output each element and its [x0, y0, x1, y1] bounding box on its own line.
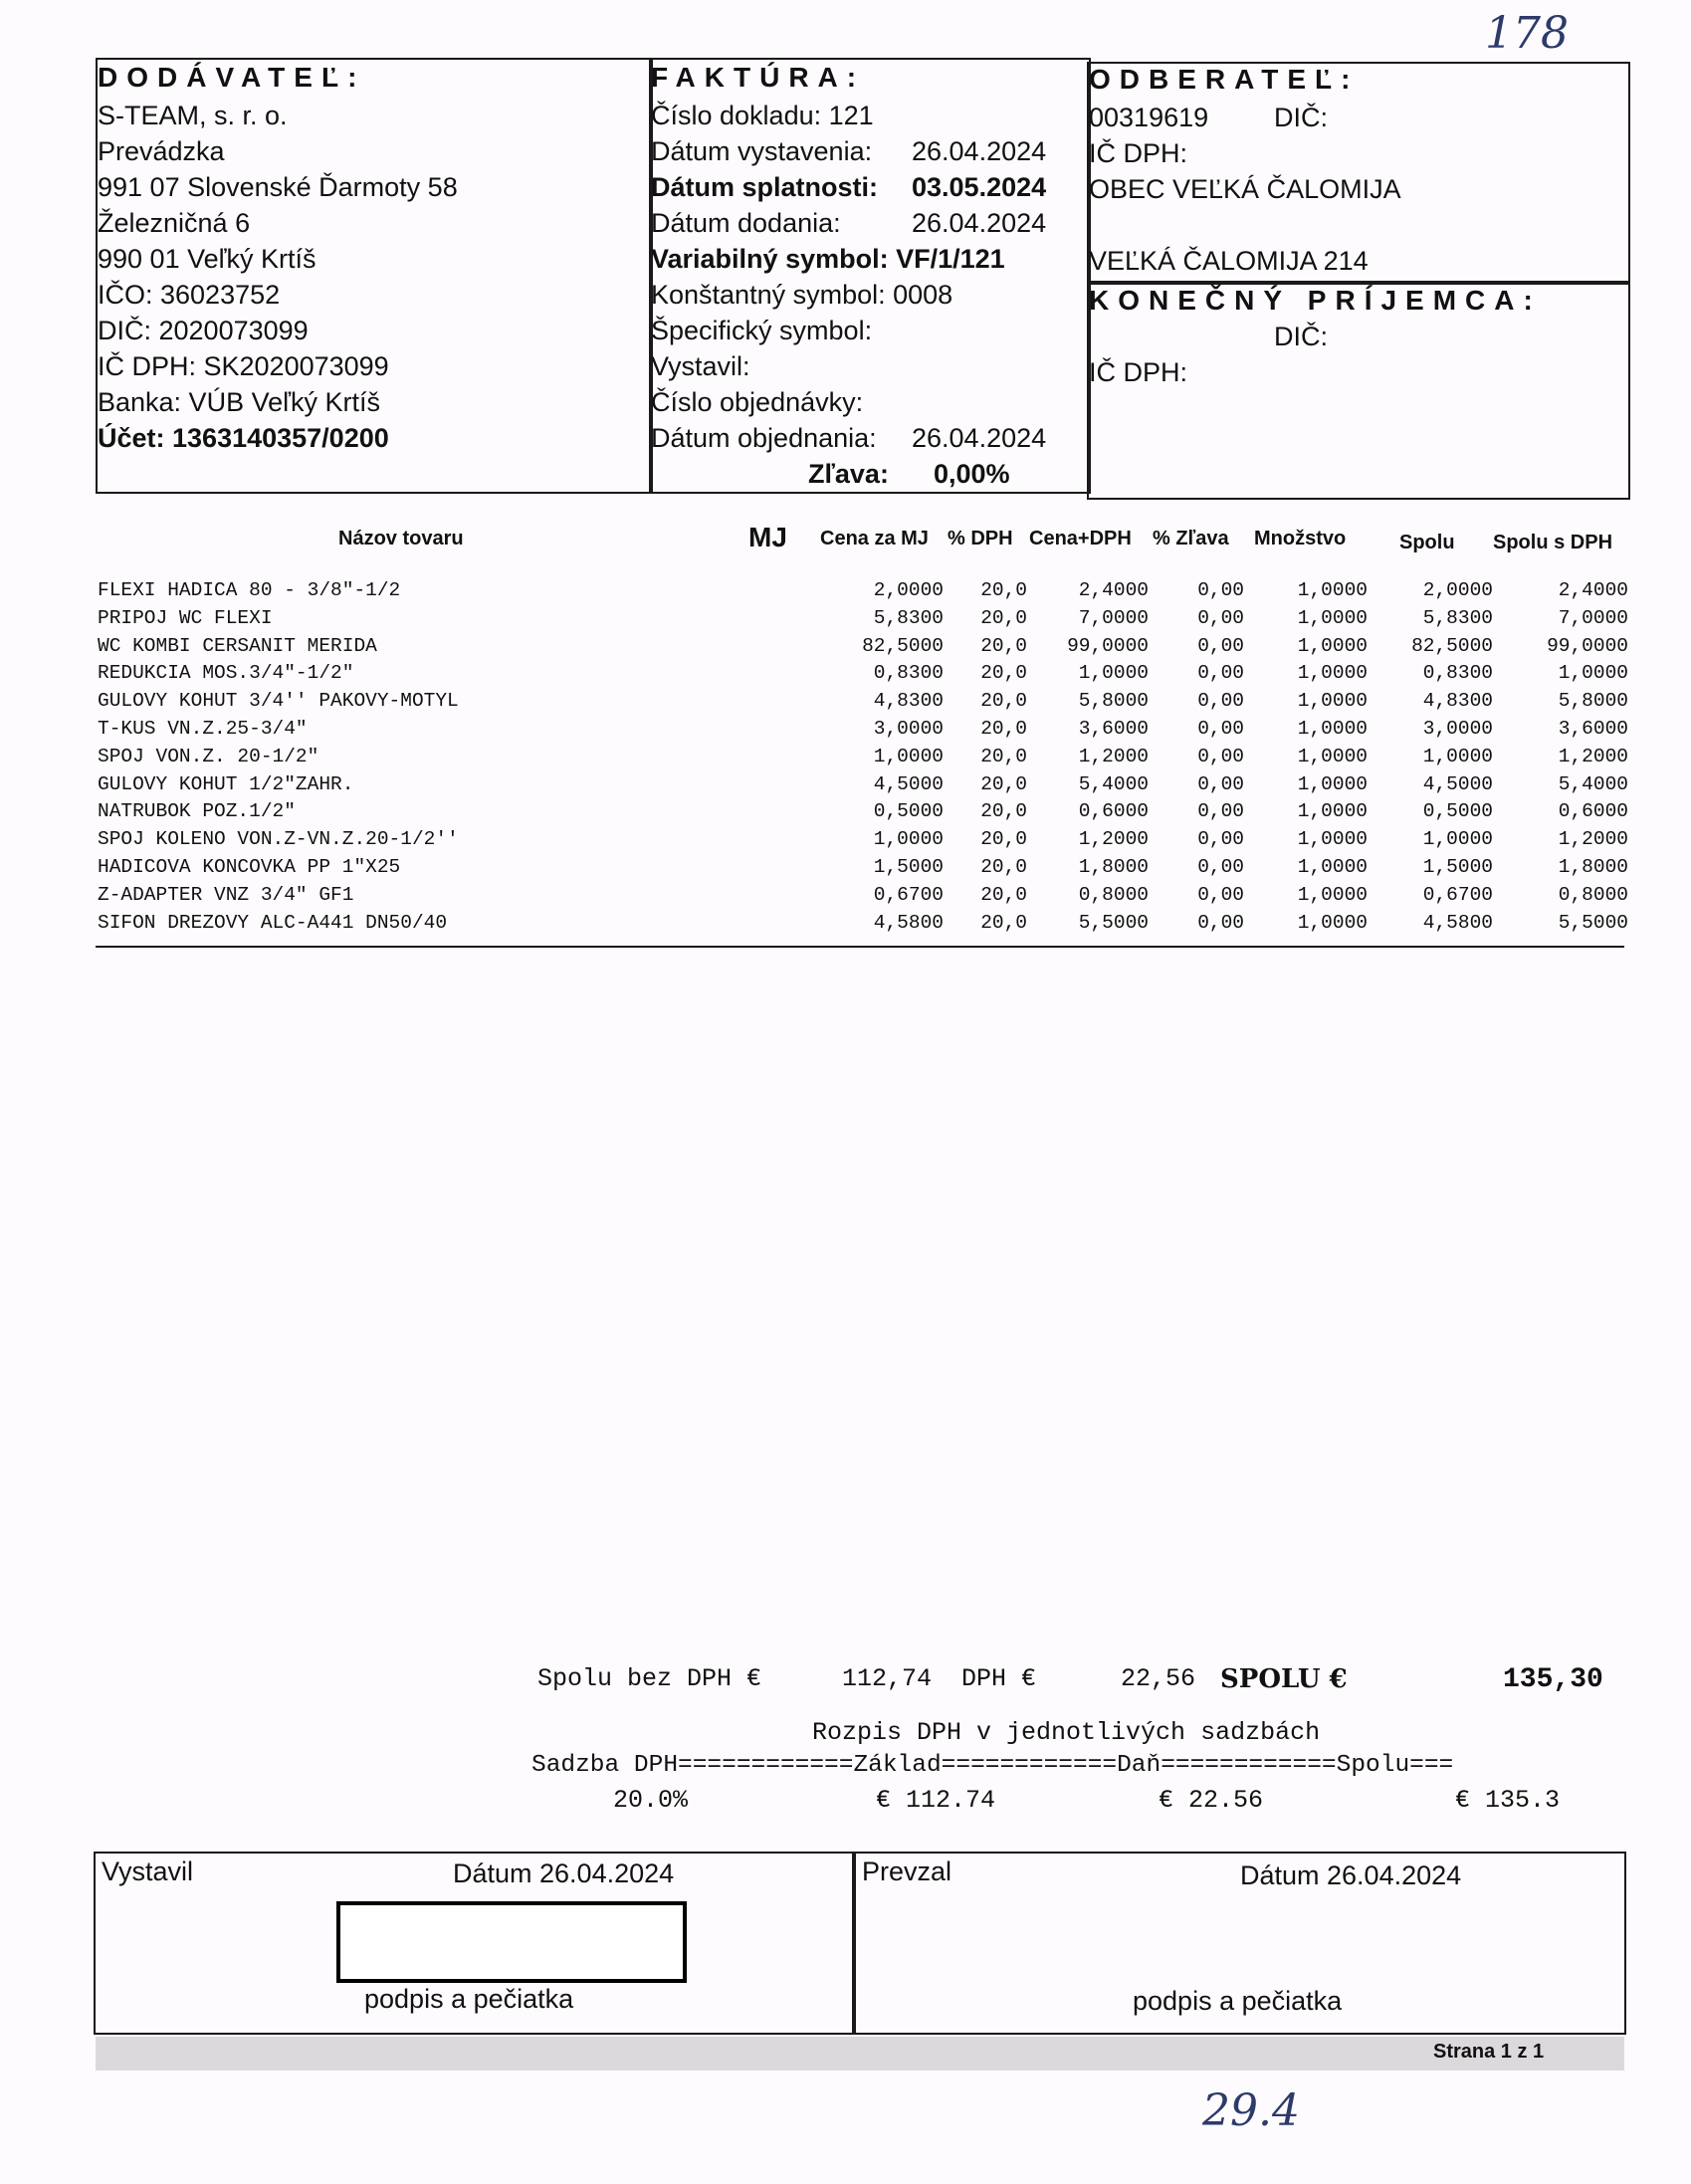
- customer-ic-dph: IČ DPH:: [1089, 138, 1188, 168]
- cell-total: 3,0000: [1422, 718, 1493, 740]
- cell-name: PRIPOJ WC FLEXI: [98, 606, 273, 629]
- invoice-section: [651, 62, 1087, 492]
- cell-disc: 0,00: [1197, 883, 1244, 906]
- cell-price-vat: 0,6000: [1078, 800, 1149, 823]
- cell-price: 1,0000: [873, 828, 944, 851]
- cell-disc: 0,00: [1197, 606, 1244, 629]
- grand-total-label: SPOLU €: [1220, 1664, 1348, 1694]
- cell-name: REDUKCIA MOS.3/4"-1/2": [98, 662, 354, 685]
- issue-date: 26.04.2024: [912, 136, 1047, 166]
- page-number: Strana 1 z 1: [1433, 2041, 1545, 2063]
- totals-row: [0, 1664, 1691, 1704]
- issue-date-label: Dátum vystavenia:: [651, 136, 873, 166]
- cell-total-vat: 1,8000: [1558, 856, 1628, 878]
- cell-price-vat: 1,2000: [1078, 828, 1149, 851]
- invoice-order-date-row: [651, 420, 1087, 456]
- cell-total: 0,8300: [1422, 662, 1493, 685]
- cell-price: 1,5000: [873, 856, 944, 878]
- cell-disc: 0,00: [1197, 662, 1244, 685]
- cell-total-vat: 3,6000: [1558, 718, 1628, 740]
- supplier-line: Prevádzka: [98, 136, 225, 166]
- cell-name: SPOJ KOLENO VON.Z-VN.Z.20-1/2'': [98, 828, 459, 851]
- invoice-heading: FAKTÚRA:: [651, 62, 866, 93]
- cell-vat: 20,0: [980, 718, 1027, 740]
- cell-price-vat: 5,4000: [1078, 772, 1149, 795]
- cell-vat: 20,0: [980, 745, 1027, 767]
- table-row: [98, 828, 1630, 856]
- page-footer-bar: [96, 2037, 1624, 2071]
- cell-vat: 20,0: [980, 634, 1027, 657]
- table-row: [98, 662, 1630, 690]
- order-date: 26.04.2024: [912, 423, 1047, 453]
- specific-symbol: Špecifický symbol:: [651, 316, 873, 345]
- cell-qty: 1,0000: [1297, 690, 1368, 713]
- supplier-section: [98, 62, 458, 456]
- customer-ico: 00319619: [1089, 103, 1209, 132]
- cell-price: 82,5000: [862, 634, 944, 657]
- cell-name: FLEXI HADICA 80 - 3/8"-1/2: [98, 579, 401, 601]
- cell-price-vat: 0,8000: [1078, 883, 1149, 906]
- cell-price-vat: 2,4000: [1078, 579, 1149, 601]
- cell-price: 5,8300: [873, 606, 944, 629]
- cell-name: SPOJ VON.Z. 20-1/2": [98, 745, 319, 767]
- vat-breakdown-title: Rozpis DPH v jednotlivých sadzbách: [812, 1718, 1321, 1747]
- total-vat-label: DPH €: [961, 1664, 1037, 1693]
- cell-name: GULOVY KOHUT 3/4'' PAKOVY-MOTYL: [98, 690, 459, 713]
- redaction-box: [336, 1901, 687, 1983]
- due-date-label: Dátum splatnosti:: [651, 172, 879, 202]
- cell-name: NATRUBOK POZ.1/2": [98, 800, 296, 823]
- final-recipient-section: [1089, 285, 1624, 390]
- col-name: Názov tovaru: [338, 528, 464, 549]
- table-row: [98, 800, 1630, 828]
- customer-ids: [1089, 100, 1624, 135]
- cell-name: WC KOMBI CERSANIT MERIDA: [98, 634, 377, 657]
- cell-qty: 1,0000: [1297, 883, 1368, 906]
- discount-label: Zľava:: [808, 459, 889, 489]
- table-row: [98, 579, 1630, 607]
- due-date: 03.05.2024: [912, 172, 1047, 202]
- cell-total-vat: 0,8000: [1558, 883, 1628, 906]
- cell-price-vat: 3,6000: [1078, 718, 1149, 740]
- vat-sum: € 135.3: [1455, 1786, 1561, 1815]
- cell-name: SIFON DREZOVY ALC-A441 DN50/40: [98, 911, 448, 934]
- handwritten-page-number: 178: [1485, 8, 1569, 59]
- cell-disc: 0,00: [1197, 718, 1244, 740]
- cell-disc: 0,00: [1197, 828, 1244, 851]
- issuer-label: Vystavil: [102, 1856, 194, 1886]
- invoice-due-row: [651, 169, 1087, 205]
- cell-qty: 1,0000: [1297, 911, 1368, 934]
- cell-vat: 20,0: [980, 662, 1027, 685]
- col-price: Cena za MJ: [820, 528, 929, 549]
- col-total-vat: Spolu s DPH: [1493, 532, 1613, 553]
- cell-total: 1,0000: [1422, 745, 1493, 767]
- cell-name: GULOVY KOHUT 1/2"ZAHR.: [98, 772, 354, 795]
- cell-price: 1,0000: [873, 745, 944, 767]
- cell-total: 1,5000: [1422, 856, 1493, 878]
- cell-total: 0,6700: [1422, 883, 1493, 906]
- cell-total-vat: 1,2000: [1558, 745, 1628, 767]
- vat-breakdown-header: Sadzba DPH============Základ============Daň============Spolu===: [531, 1752, 1454, 1779]
- cell-price: 4,5800: [873, 911, 944, 934]
- cell-total: 82,5000: [1411, 634, 1493, 657]
- cell-qty: 1,0000: [1297, 606, 1368, 629]
- customer-dic-label: DIČ:: [1274, 103, 1328, 132]
- supplier-line: DIČ: 2020073099: [98, 316, 309, 345]
- cell-disc: 0,00: [1197, 911, 1244, 934]
- final-recipient-dic-label: DIČ:: [1274, 322, 1328, 351]
- vat-tax: € 22.56: [1159, 1786, 1264, 1815]
- cell-total-vat: 7,0000: [1558, 606, 1628, 629]
- cell-total-vat: 2,4000: [1558, 579, 1628, 601]
- constant-symbol: Konštantný symbol: 0008: [651, 280, 953, 310]
- order-date-label: Dátum objednania:: [651, 423, 877, 453]
- cell-total: 2,0000: [1422, 579, 1493, 601]
- supplier-line: S-TEAM, s. r. o.: [98, 101, 288, 130]
- total-no-vat-label: Spolu bez DPH €: [537, 1664, 762, 1693]
- cell-vat: 20,0: [980, 579, 1027, 601]
- table-row: [98, 635, 1630, 663]
- cell-total-vat: 99,0000: [1547, 634, 1628, 657]
- cell-vat: 20,0: [980, 606, 1027, 629]
- receiver-date: Dátum 26.04.2024: [1240, 1860, 1462, 1890]
- cell-total: 4,5000: [1422, 772, 1493, 795]
- cell-price: 0,6700: [873, 883, 944, 906]
- cell-disc: 0,00: [1197, 772, 1244, 795]
- total-no-vat-value: 112,74: [842, 1664, 933, 1693]
- invoice-delivery-row: [651, 205, 1087, 241]
- cell-price-vat: 1,0000: [1078, 662, 1149, 685]
- table-row: [98, 773, 1630, 801]
- cell-qty: 1,0000: [1297, 856, 1368, 878]
- cell-total-vat: 1,0000: [1558, 662, 1628, 685]
- cell-qty: 1,0000: [1297, 772, 1368, 795]
- cell-name: T-KUS VN.Z.25-3/4": [98, 718, 308, 740]
- cell-price-vat: 1,2000: [1078, 745, 1149, 767]
- issuer-sign-label: podpis a pečiatka: [364, 1984, 574, 2014]
- cell-price-vat: 1,8000: [1078, 856, 1149, 878]
- cell-name: HADICOVA KONCOVKA PP 1"X25: [98, 856, 401, 878]
- cell-qty: 1,0000: [1297, 662, 1368, 685]
- cell-price-vat: 7,0000: [1078, 606, 1149, 629]
- grand-total-value: 135,30: [1503, 1664, 1603, 1695]
- cell-qty: 1,0000: [1297, 634, 1368, 657]
- issuer-date: Dátum 26.04.2024: [453, 1858, 675, 1888]
- final-recipient-dic-row: [1089, 319, 1624, 354]
- customer-section: [1089, 64, 1624, 279]
- supplier-line: 991 07 Slovenské Ďarmoty 58: [98, 172, 458, 202]
- cell-total: 0,5000: [1422, 800, 1493, 823]
- table-row: [98, 912, 1630, 940]
- cell-price: 2,0000: [873, 579, 944, 601]
- cell-total: 4,8300: [1422, 690, 1493, 713]
- supplier-line: IČ DPH: SK2020073099: [98, 351, 389, 381]
- cell-total-vat: 5,5000: [1558, 911, 1628, 934]
- invoice-discount-row: [651, 456, 1087, 492]
- delivery-date: 26.04.2024: [912, 208, 1047, 238]
- col-qty: Množstvo: [1254, 528, 1347, 549]
- cell-qty: 1,0000: [1297, 745, 1368, 767]
- cell-total-vat: 1,2000: [1558, 828, 1628, 851]
- customer-name: OBEC VEĽKÁ ČALOMIJA: [1089, 174, 1401, 204]
- table-row: [98, 690, 1630, 718]
- table-row: [98, 607, 1630, 635]
- cell-qty: 1,0000: [1297, 718, 1368, 740]
- invoice-issue-row: [651, 133, 1087, 169]
- cell-price: 0,5000: [873, 800, 944, 823]
- customer-heading: ODBERATEĽ:: [1089, 64, 1360, 95]
- table-row: [98, 884, 1630, 912]
- cell-price-vat: 5,8000: [1078, 690, 1149, 713]
- col-discount: % Zľava: [1153, 528, 1229, 549]
- col-total: Spolu: [1399, 532, 1455, 553]
- cell-vat: 20,0: [980, 911, 1027, 934]
- receiver-sign-label: podpis a pečiatka: [1133, 1986, 1343, 2016]
- cell-total-vat: 5,8000: [1558, 690, 1628, 713]
- vat-base: € 112.74: [876, 1786, 996, 1815]
- cell-vat: 20,0: [980, 772, 1027, 795]
- supplier-line: Železničná 6: [98, 208, 251, 238]
- supplier-account: Účet: 1363140357/0200: [98, 423, 389, 453]
- supplier-heading: DODÁVATEĽ:: [98, 62, 366, 93]
- cell-vat: 20,0: [980, 690, 1027, 713]
- vat-breakdown-values: [0, 1786, 1691, 1820]
- final-recipient-ic-dph: IČ DPH:: [1089, 357, 1188, 387]
- supplier-line: IČO: 36023752: [98, 280, 281, 310]
- cell-disc: 0,00: [1197, 579, 1244, 601]
- variable-symbol: Variabilný symbol: VF/1/121: [651, 244, 1005, 274]
- supplier-line: Banka: VÚB Veľký Krtíš: [98, 387, 380, 417]
- table-row: [98, 746, 1630, 773]
- cell-disc: 0,00: [1197, 745, 1244, 767]
- cell-disc: 0,00: [1197, 690, 1244, 713]
- order-number: Číslo objednávky:: [651, 387, 864, 417]
- issued-by: Vystavil:: [651, 351, 750, 381]
- cell-price: 0,8300: [873, 662, 944, 685]
- final-recipient-heading: KONEČNÝ PRÍJEMCA:: [1089, 285, 1542, 316]
- cell-qty: 1,0000: [1297, 828, 1368, 851]
- cell-qty: 1,0000: [1297, 800, 1368, 823]
- supplier-line: 990 01 Veľký Krtíš: [98, 244, 317, 274]
- table-row: [98, 856, 1630, 884]
- cell-price-vat: 5,5000: [1078, 911, 1149, 934]
- cell-disc: 0,00: [1197, 800, 1244, 823]
- receiver-label: Prevzal: [862, 1856, 952, 1886]
- handwritten-note: 29.4: [1202, 2085, 1300, 2136]
- customer-address: VEĽKÁ ČALOMIJA 214: [1089, 246, 1369, 276]
- cell-total: 4,5800: [1422, 911, 1493, 934]
- col-unit: MJ: [748, 522, 787, 552]
- cell-disc: 0,00: [1197, 634, 1244, 657]
- discount-value: 0,00%: [934, 459, 1010, 489]
- delivery-date-label: Dátum dodania:: [651, 208, 841, 238]
- cell-vat: 20,0: [980, 883, 1027, 906]
- invoice-doc-no: Číslo dokladu: 121: [651, 101, 874, 130]
- cell-total-vat: 0,6000: [1558, 800, 1628, 823]
- vat-rate: 20.0%: [613, 1786, 689, 1815]
- col-vat: % DPH: [948, 528, 1013, 549]
- cell-price: 3,0000: [873, 718, 944, 740]
- total-vat-value: 22,56: [1121, 1664, 1196, 1693]
- col-price-vat: Cena+DPH: [1029, 528, 1132, 549]
- items-table-header: [0, 522, 1691, 567]
- cell-price: 4,8300: [873, 690, 944, 713]
- cell-price: 4,5000: [873, 772, 944, 795]
- cell-total: 1,0000: [1422, 828, 1493, 851]
- cell-total-vat: 5,4000: [1558, 772, 1628, 795]
- cell-disc: 0,00: [1197, 856, 1244, 878]
- cell-vat: 20,0: [980, 828, 1027, 851]
- cell-vat: 20,0: [980, 800, 1027, 823]
- cell-qty: 1,0000: [1297, 579, 1368, 601]
- cell-name: Z-ADAPTER VNZ 3/4" GF1: [98, 883, 354, 906]
- cell-price-vat: 99,0000: [1067, 634, 1149, 657]
- table-row: [98, 718, 1630, 746]
- items-bottom-rule: [96, 946, 1624, 948]
- cell-total: 5,8300: [1422, 606, 1493, 629]
- cell-vat: 20,0: [980, 856, 1027, 878]
